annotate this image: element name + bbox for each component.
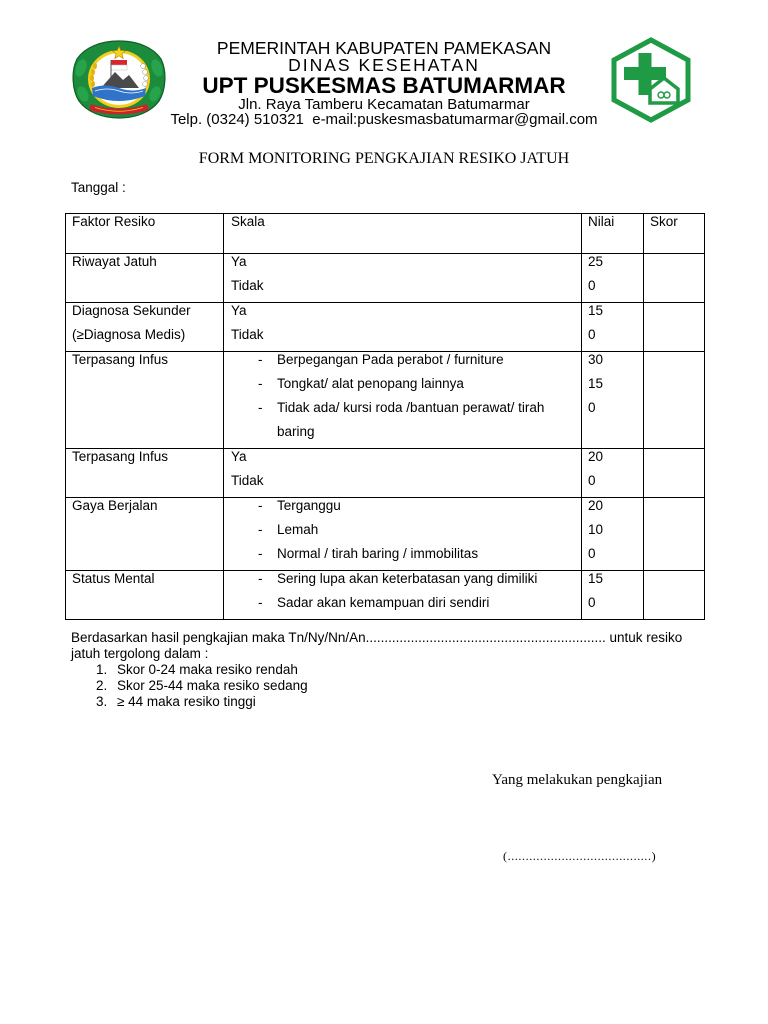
- scale-option-text: Sadar akan kemampuan diri sendiri: [277, 595, 490, 610]
- column-header-scale: [224, 214, 582, 254]
- score-cell: [644, 352, 705, 449]
- factor-label: Terpasang Infus: [72, 352, 169, 367]
- conclusion-text: Berdasarkan hasil pengkajian maka Tn/Ny/Nn/An................................................................ untuk resiko jatuh tergolong dalam :: [71, 630, 683, 661]
- scale-option: Ya: [231, 303, 247, 318]
- department-name: DINAS KESEHATAN: [288, 55, 480, 75]
- scale-option: [231, 498, 575, 519]
- table-row: [66, 571, 705, 620]
- value-cell: [582, 571, 644, 620]
- scale-option: Ya: [231, 449, 247, 464]
- scale-option: Tidak: [231, 327, 264, 342]
- bullet-marker: -: [258, 522, 263, 537]
- value: 0: [588, 473, 596, 488]
- scale-option-text: Tidak ada/ kursi roda /bantuan perawat/ tirah baring: [277, 400, 545, 439]
- header-label: Skor: [650, 214, 678, 229]
- institution-name: UPT PUSKESMAS BATUMARMAR: [202, 73, 566, 98]
- value-cell: [582, 303, 644, 352]
- scale-option: [231, 396, 575, 444]
- value: 25: [588, 254, 604, 269]
- column-header-score: [644, 214, 705, 254]
- scale-cell: [224, 571, 582, 620]
- list-item: [71, 662, 471, 678]
- factor-cell: [66, 254, 224, 303]
- value-cell: [582, 449, 644, 498]
- list-item: [71, 678, 471, 694]
- value: 0: [588, 546, 596, 561]
- government-name: PEMERINTAH KABUPATEN PAMEKASAN: [216, 38, 552, 58]
- table-row: [66, 498, 705, 571]
- value: 0: [588, 327, 596, 342]
- factor-label: Riwayat Jatuh: [72, 254, 157, 269]
- scale-cell: [224, 303, 582, 352]
- scale-cell: [224, 352, 582, 449]
- scale-option-text: Terganggu: [277, 498, 341, 513]
- factor-cell: [66, 498, 224, 571]
- column-header-factor: [66, 214, 224, 254]
- value: 20: [588, 449, 604, 464]
- date-label: Tanggal :: [71, 180, 126, 195]
- scale-cell: [224, 449, 582, 498]
- column-header-value: [582, 214, 644, 254]
- factor-label: (≥Diagnosa Medis): [72, 327, 186, 342]
- value: 15: [588, 303, 604, 318]
- scale-option: [231, 372, 575, 396]
- factor-label: Gaya Berjalan: [72, 498, 158, 513]
- list-item: [71, 694, 471, 710]
- scale-option: Tidak: [231, 473, 264, 488]
- table-row: [66, 254, 705, 303]
- bullet-marker: -: [258, 546, 263, 561]
- signature-name-placeholder: (........................................): [503, 849, 657, 863]
- list-number: 2.: [96, 678, 108, 693]
- factor-label: Terpasang Infus: [72, 449, 169, 464]
- value: 0: [588, 278, 596, 293]
- factor-cell: [66, 303, 224, 352]
- scale-option: [231, 352, 575, 373]
- bullet-marker: -: [258, 498, 263, 513]
- scale-option: Tidak: [231, 278, 264, 293]
- list-number: 1.: [96, 662, 108, 677]
- table-row: [66, 449, 705, 498]
- bullet-marker: -: [258, 571, 263, 586]
- header-label: Nilai: [588, 214, 615, 229]
- table-row: [66, 352, 705, 449]
- header-label: Faktor Resiko: [72, 214, 156, 229]
- value: 0: [588, 400, 596, 415]
- scale-option: [231, 591, 575, 615]
- value-cell: [582, 498, 644, 571]
- scale-option-text: Sering lupa akan keterbatasan yang dimiliki: [277, 571, 538, 586]
- list-text: ≥ 44 maka resiko tinggi: [117, 694, 256, 709]
- table-header-row: [66, 214, 705, 254]
- value-cell: [582, 254, 644, 303]
- score-cell: [644, 303, 705, 352]
- bullet-marker: -: [258, 376, 263, 391]
- score-cell: [644, 449, 705, 498]
- bullet-marker: -: [258, 595, 263, 610]
- institution-address: Jln. Raya Tamberu Kecamatan Batumarmar: [238, 96, 530, 113]
- value: 15: [588, 376, 604, 391]
- risk-category-list: [71, 662, 471, 710]
- scale-option: [231, 518, 575, 542]
- factor-cell: [66, 571, 224, 620]
- factor-cell: [66, 352, 224, 449]
- value: 0: [588, 595, 596, 610]
- institution-contact: Telp. (0324) 510321 e-mail:puskesmasbatumarmar@gmail.com: [170, 111, 598, 128]
- value: 15: [588, 571, 604, 586]
- factor-label: Status Mental: [72, 571, 155, 586]
- list-number: 3.: [96, 694, 108, 709]
- bullet-marker: -: [258, 352, 263, 367]
- score-cell: [644, 254, 705, 303]
- scale-cell: [224, 498, 582, 571]
- scale-cell: [224, 254, 582, 303]
- signature-label: Yang melakukan pengkajian: [492, 772, 663, 788]
- value: 30: [588, 352, 604, 367]
- score-cell: [644, 498, 705, 571]
- score-cell: [644, 571, 705, 620]
- value-cell: [582, 352, 644, 449]
- scale-option: Ya: [231, 254, 247, 269]
- factor-cell: [66, 449, 224, 498]
- table-row: [66, 303, 705, 352]
- factor-label: Diagnosa Sekunder: [72, 303, 191, 318]
- scale-option-text: Lemah: [277, 522, 319, 537]
- scale-option-text: Tongkat/ alat penopang lainnya: [277, 376, 464, 391]
- scale-option: [231, 542, 575, 566]
- scale-option: [231, 571, 575, 592]
- risk-assessment-table: [65, 213, 705, 620]
- scale-option-text: Normal / tirah baring / immobilitas: [277, 546, 479, 561]
- value: 20: [588, 498, 604, 513]
- value: 10: [588, 522, 604, 537]
- list-text: Skor 0-24 maka resiko rendah: [117, 662, 298, 677]
- list-text: Skor 25-44 maka resiko sedang: [117, 678, 308, 693]
- bullet-marker: -: [258, 400, 263, 415]
- header-label: Skala: [231, 214, 265, 229]
- scale-option-text: Berpegangan Pada perabot / furniture: [277, 352, 504, 367]
- form-title: FORM MONITORING PENGKAJIAN RESIKO JATUH: [198, 150, 570, 167]
